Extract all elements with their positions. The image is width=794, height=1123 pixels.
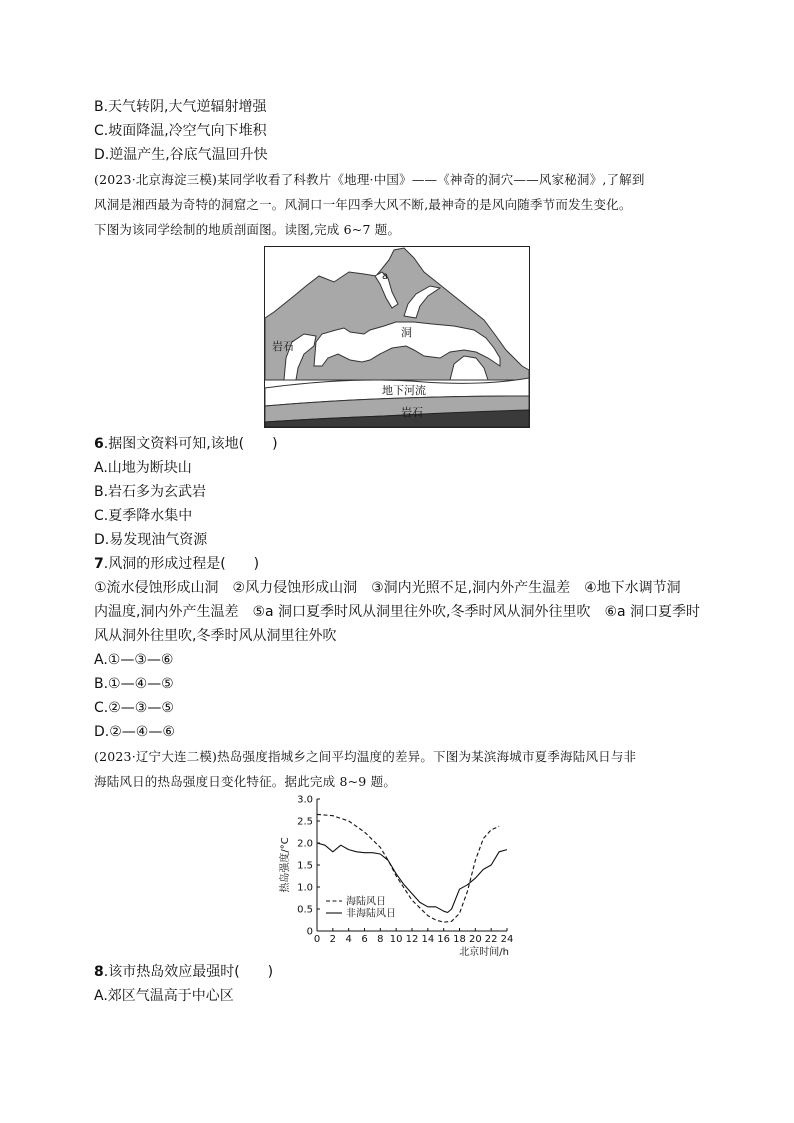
label-underground-river: 地下河流 <box>382 384 426 397</box>
question-6-option-a: A.山地为断块山 <box>94 460 192 476</box>
option-6-prev-c: C.坡面降温,冷空气向下堆积 <box>94 123 267 139</box>
question-7-option-a: A.①—③—⑥ <box>94 652 174 668</box>
question-6-option-c: C.夏季降水集中 <box>94 508 193 524</box>
legend-label-2: 非海陆风日 <box>346 908 396 920</box>
x-tick-label: 14 <box>421 934 435 945</box>
x-axis-title: 北京时间/h <box>459 947 509 958</box>
x-tick-label: 4 <box>345 934 352 945</box>
heat-island-chart-svg <box>276 790 526 960</box>
x-tick-label: 18 <box>453 934 466 945</box>
question-8-number: 8 <box>94 964 104 980</box>
question-7-stem <box>94 554 259 574</box>
question-6-text: .据图文资料可知,该地( ) <box>103 436 278 452</box>
intro-6-7-line3: 下图为该同学绘制的地质剖面图。读图,完成 6~7 题。 <box>94 222 401 237</box>
y-tick-label: 2.5 <box>297 816 313 828</box>
y-tick-label: 0 <box>306 926 313 938</box>
x-tick-label: 20 <box>468 934 482 945</box>
option-6-prev-b: B.天气转阴,大气逆辐射增强 <box>94 99 267 115</box>
intro-6-7-line1: (2023·北京海淀三模)某同学收看了科教片《地理·中国》——《神奇的洞穴——风家秘洞》,了解到 <box>94 172 645 187</box>
cave-cross-section-figure <box>264 246 530 432</box>
intro-8-9-line2: 海陆风日的热岛强度日变化特征。据此完成 8~9 题。 <box>94 774 397 789</box>
question-6-option-b: B.岩石多为玄武岩 <box>94 484 207 500</box>
question-7-statements-line3: 风从洞外往里吹,冬季时风从洞里往外吹 <box>94 628 337 644</box>
x-tick-label: 6 <box>361 934 368 945</box>
question-8-option-a: A.郊区气温高于中心区 <box>94 988 234 1004</box>
label-rock-left: 岩石 <box>272 340 294 353</box>
cave-diagram-svg <box>264 246 530 428</box>
series-line-1 <box>317 814 499 922</box>
heat-island-chart <box>276 790 526 964</box>
question-7-option-d: D.②—④—⑥ <box>94 724 175 740</box>
y-tick-label: 3.0 <box>297 794 313 806</box>
question-7-statements-line1: ①流水侵蚀形成山洞 ②风力侵蚀形成山洞 ③洞内光照不足,洞内外产生温差 ④地下水调节洞 <box>94 580 681 596</box>
question-7-number: 7 <box>94 556 104 572</box>
y-tick-label: 0.5 <box>297 904 313 916</box>
label-a: a <box>382 271 389 282</box>
y-tick-label: 1.0 <box>297 882 313 894</box>
question-6-stem <box>94 434 278 454</box>
x-tick-label: 24 <box>500 934 514 945</box>
question-7-statements-line2: 内温度,洞内外产生温差 ⑤a 洞口夏季时风从洞里往外吹,冬季时风从洞外往里吹 ⑥a 洞口夏季时 <box>94 604 701 620</box>
question-6-number: 6 <box>94 436 104 452</box>
x-tick-label: 12 <box>405 934 419 945</box>
intro-6-7-line2: 风洞是湘西最为奇特的洞窟之一。风洞口一年四季大风不断,最神奇的是风向随季节而发生变化。 <box>94 197 632 212</box>
question-8-stem <box>94 962 273 982</box>
question-7-text: .风洞的形成过程是( ) <box>103 556 260 572</box>
legend-label-1: 海陆风日 <box>346 896 386 908</box>
x-tick-label: 8 <box>377 934 384 945</box>
label-cave: 洞 <box>401 326 412 339</box>
question-6-option-d: D.易发现油气资源 <box>94 532 208 548</box>
label-rock-bottom: 岩石 <box>401 406 423 419</box>
option-6-prev-d: D.逆温产生,谷底气温回升快 <box>94 147 268 163</box>
question-8-text: .该市热岛效应最强时( ) <box>103 964 274 980</box>
x-tick-label: 10 <box>389 934 403 945</box>
x-tick-label: 2 <box>329 934 337 945</box>
y-axis-title: 热岛强度/°C <box>280 837 291 893</box>
y-tick-label: 2.0 <box>297 838 313 850</box>
x-tick-label: 16 <box>437 934 451 945</box>
question-7-option-b: B.①—④—⑤ <box>94 676 174 692</box>
question-7-option-c: C.②—③—⑤ <box>94 700 174 716</box>
x-tick-label: 22 <box>484 934 498 945</box>
x-tick-label: 0 <box>313 934 321 945</box>
y-tick-label: 1.5 <box>297 860 313 872</box>
intro-8-9-line1: (2023·辽宁大连二模)热岛强度指城乡之间平均温度的差异。下图为某滨海城市夏季海陆风日与非 <box>94 749 637 764</box>
